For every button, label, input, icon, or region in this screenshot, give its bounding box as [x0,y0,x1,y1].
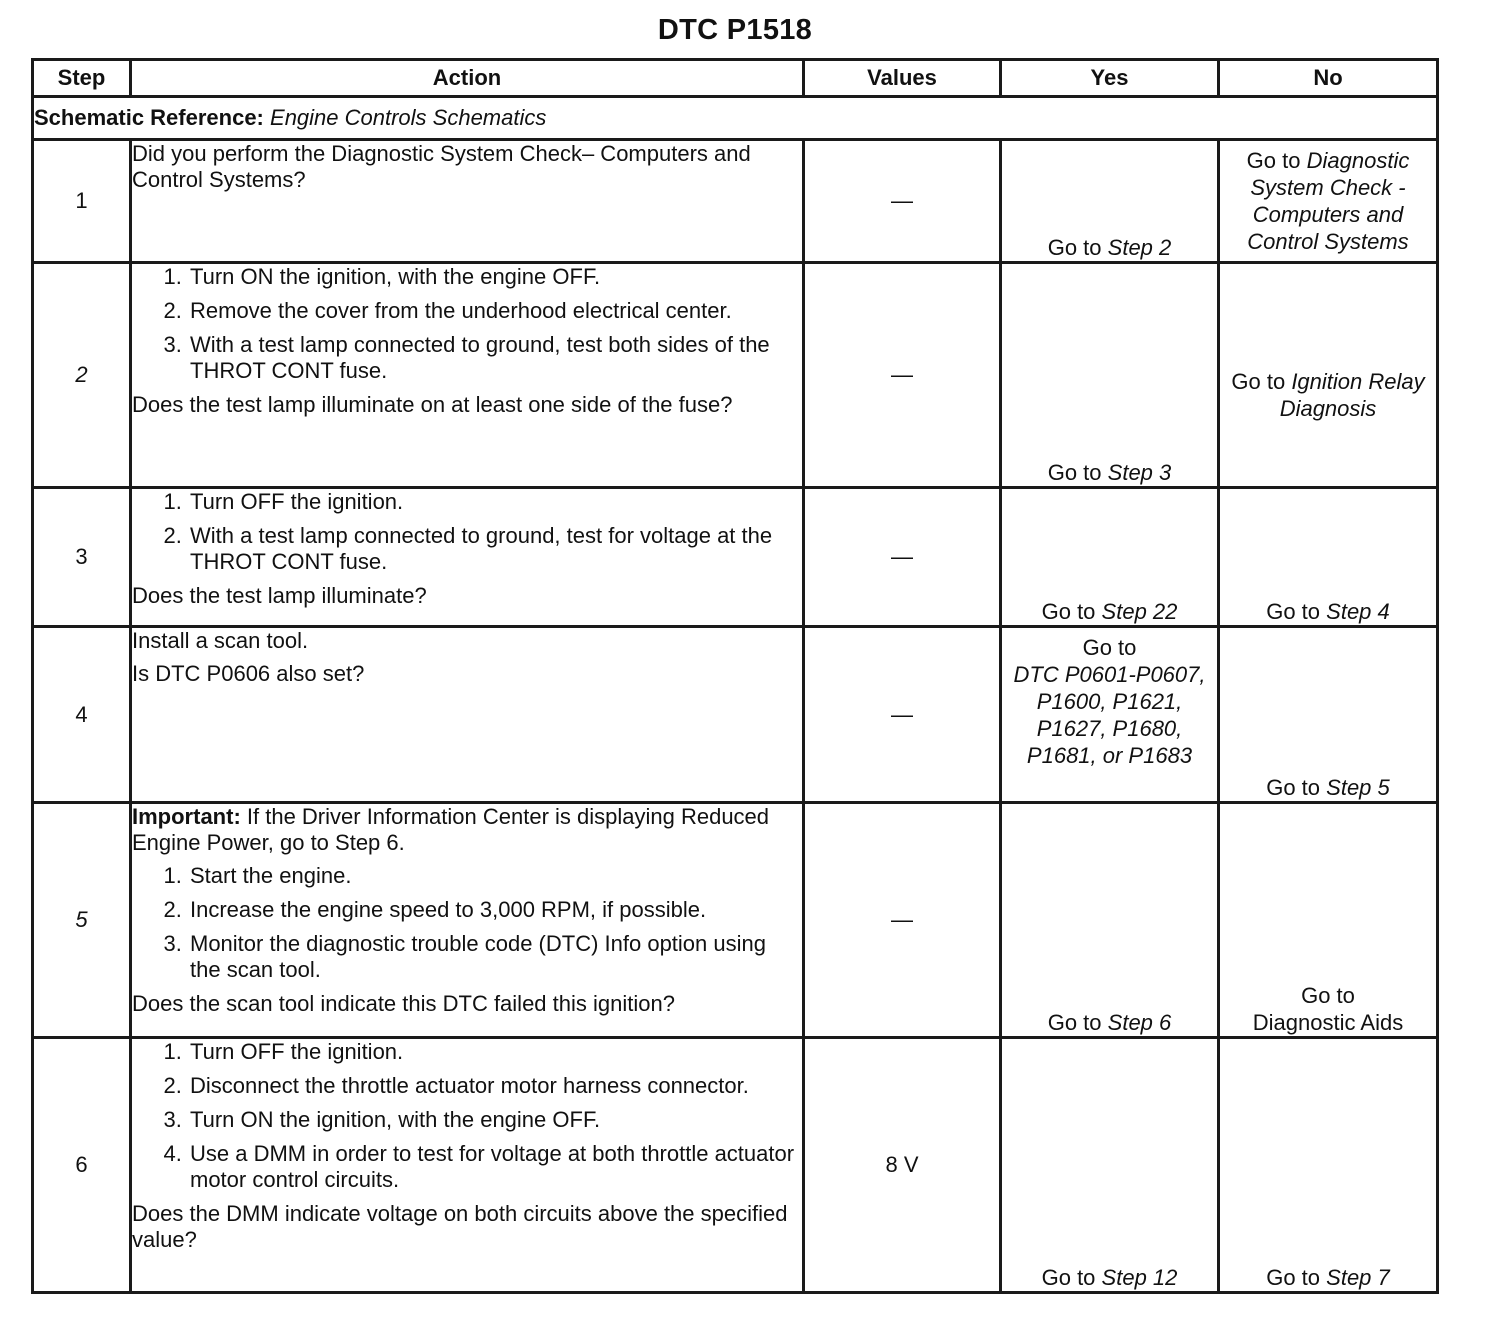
action-cell [131,263,804,488]
no-cell[interactable] [1219,803,1438,1038]
important-label: Important: [132,804,241,829]
header-no: No [1219,60,1438,97]
substep-item: 1. Start the engine. [188,863,802,889]
substep-item: 2. With a test lamp connected to ground, test for voltage at the THROT CONT fuse. [188,523,802,575]
go-to-text: Go to [1047,460,1102,485]
header-action: Action [131,60,804,97]
table-row [33,140,1438,263]
step-number: 6 [33,1038,131,1293]
yes-target-link[interactable]: DTC P0601-P0607, P1600, P1621, P1627, P1680, P1681, or P1683 [1013,662,1206,768]
yes-cell[interactable] [1001,140,1219,263]
step-number: 1 [33,140,131,263]
go-to-text: Go to [1301,983,1355,1008]
diagnostic-table [31,58,1439,1294]
no-cell[interactable] [1219,140,1438,263]
substep-item: 3. Monitor the diagnostic trouble code (DTC) Info option using the scan tool. [188,931,802,983]
action-text: Did you perform the Diagnostic System Check– Computers and Control Systems? [132,141,751,192]
value-cell: — [804,627,1001,803]
substep-item: 4. Use a DMM in order to test for voltage at both throttle actuator motor control circuits. [188,1141,802,1193]
step-number: 4 [33,627,131,803]
step-number: 3 [33,488,131,627]
no-target-link[interactable]: Step 4 [1326,599,1390,624]
table-row [33,263,1438,488]
no-target-link[interactable]: Diagnostic Aids [1252,1010,1404,1035]
substep-item: 2. Remove the cover from the underhood electrical center. [188,298,802,324]
go-to-text: Go to [1266,1265,1321,1290]
substep-list [132,264,802,384]
action-question: Does the DMM indicate voltage on both circuits above the specified value? [132,1201,788,1252]
substep-item: 2. Increase the engine speed to 3,000 RPM, if possible. [188,897,802,923]
no-target-link[interactable]: Diagnostic System Check - Computers and Control Systems [1247,148,1410,254]
page-title: DTC P1518 [657,14,813,46]
yes-target-link[interactable]: Step 6 [1107,1010,1172,1035]
table-row [33,803,1438,1038]
no-cell[interactable] [1219,1038,1438,1293]
yes-cell[interactable] [1001,1038,1219,1293]
go-to-text: Go to [1047,1010,1102,1035]
header-row [33,60,1438,97]
action-question: Does the scan tool indicate this DTC failed this ignition? [132,991,675,1016]
go-to-text: Go to [1041,599,1096,624]
action-question: Does the test lamp illuminate on at least one side of the fuse? [132,392,733,417]
yes-cell[interactable] [1001,488,1219,627]
action-cell [131,803,804,1038]
step-number: 2 [33,263,131,488]
schematic-reference [33,97,1438,140]
no-target-link[interactable]: Ignition Relay Diagnosis [1279,369,1425,421]
substep-list [132,1039,802,1193]
schematic-reference-link[interactable]: Engine Controls Schematics [270,105,547,130]
action-cell [131,627,804,803]
action-question: Is DTC P0606 also set? [132,661,365,686]
action-text: Install a scan tool. [132,628,309,653]
table-row [33,1038,1438,1293]
go-to-text: Go to [1047,235,1102,260]
yes-target-link[interactable]: Step 22 [1101,599,1178,624]
go-to-text: Go to [1231,369,1286,394]
schematic-reference-row [33,97,1438,140]
action-question: Does the test lamp illuminate? [132,583,427,608]
header-values: Values [804,60,1001,97]
yes-cell[interactable] [1001,627,1219,803]
go-to-text: Go to [1041,1265,1096,1290]
substep-list [132,863,802,983]
substep-list [132,489,802,575]
no-cell[interactable] [1219,627,1438,803]
substep-item: 2. Disconnect the throttle actuator motor harness connector. [188,1073,802,1099]
value-cell: 8 V [804,1038,1001,1293]
substep-item: 3. Turn ON the ignition, with the engine OFF. [188,1107,802,1133]
important-text: If the Driver Information Center is displaying Reduced Engine Power, go to Step 6. [132,804,770,855]
table-row [33,627,1438,803]
go-to-text: Go to [1246,148,1301,173]
header-yes: Yes [1001,60,1219,97]
substep-item: 3. With a test lamp connected to ground, test both sides of the THROT CONT fuse. [188,332,802,384]
substep-item: 1. Turn OFF the ignition. [188,1039,802,1065]
action-cell [131,140,804,263]
value-cell: — [804,140,1001,263]
action-cell [131,488,804,627]
value-cell: — [804,488,1001,627]
yes-target-link[interactable]: Step 2 [1107,235,1172,260]
substep-item: 1. Turn OFF the ignition. [188,489,802,515]
action-cell [131,1038,804,1293]
go-to-text: Go to [1266,599,1321,624]
step-number: 5 [33,803,131,1038]
substep-item: 1. Turn ON the ignition, with the engine OFF. [188,264,802,290]
no-target-link[interactable]: Step 5 [1326,775,1390,800]
yes-cell[interactable] [1001,263,1219,488]
value-cell: — [804,803,1001,1038]
go-to-text: Go to [1082,635,1137,660]
yes-target-link[interactable]: Step 3 [1107,460,1172,485]
yes-target-link[interactable]: Step 12 [1101,1265,1178,1290]
go-to-text: Go to [1266,775,1321,800]
table-row [33,488,1438,627]
no-cell[interactable] [1219,488,1438,627]
value-cell: — [804,263,1001,488]
no-cell[interactable] [1219,263,1438,488]
no-target-link[interactable]: Step 7 [1326,1265,1390,1290]
important-note [132,804,802,856]
header-step: Step [33,60,131,97]
schematic-reference-label: Schematic Reference: [34,105,264,130]
yes-cell[interactable] [1001,803,1219,1038]
